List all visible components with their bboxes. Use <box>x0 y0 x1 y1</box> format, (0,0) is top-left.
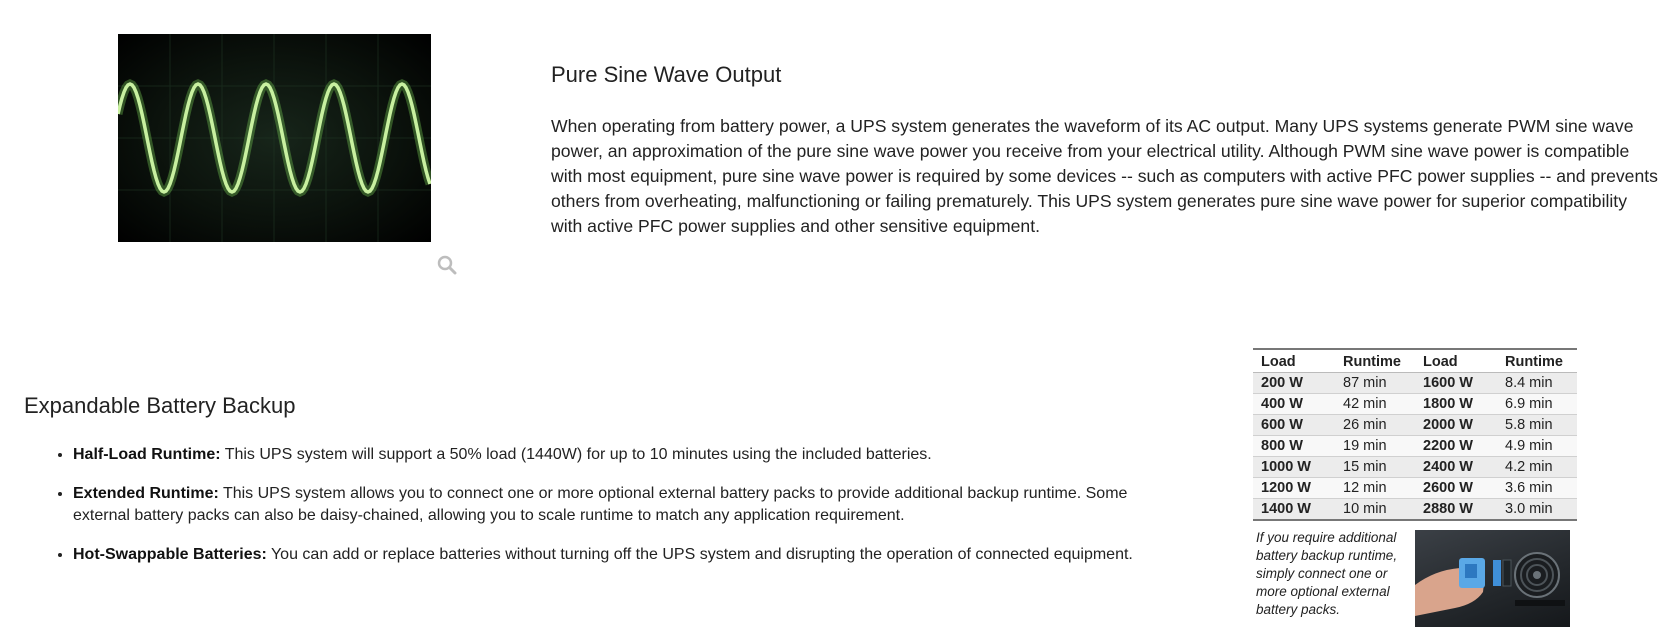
table-cell: 800 W <box>1253 436 1335 457</box>
list-item <box>73 444 1173 466</box>
table-cell: 1800 W <box>1415 394 1497 415</box>
feature-list <box>24 444 1173 583</box>
table-row <box>1253 394 1577 415</box>
table-row <box>1253 499 1577 521</box>
table-cell: 10 min <box>1335 499 1415 521</box>
table-cell: 1200 W <box>1253 478 1335 499</box>
table-row <box>1253 373 1577 394</box>
table-cell: 3.6 min <box>1497 478 1577 499</box>
table-cell: 5.8 min <box>1497 415 1577 436</box>
table-cell: 19 min <box>1335 436 1415 457</box>
table-cell: 1000 W <box>1253 457 1335 478</box>
table-cell: 42 min <box>1335 394 1415 415</box>
feature-text: You can add or replace batteries without turning off the UPS system and disrupting the operation of connected equipment. <box>266 546 1133 563</box>
table-cell: 87 min <box>1335 373 1415 394</box>
table-cell: 12 min <box>1335 478 1415 499</box>
battery-backup-heading: Expandable Battery Backup <box>24 393 296 418</box>
runtime-table <box>1253 348 1577 521</box>
magnifier-icon[interactable] <box>437 255 457 275</box>
table-cell: 8.4 min <box>1497 373 1577 394</box>
table-cell: 1600 W <box>1415 373 1497 394</box>
table-cell: 2600 W <box>1415 478 1497 499</box>
feature-label: Hot-Swappable Batteries: <box>73 546 267 563</box>
list-item <box>73 544 1173 566</box>
table-cell: 400 W <box>1253 394 1335 415</box>
sine-wave-image[interactable] <box>118 34 431 242</box>
table-row <box>1253 478 1577 499</box>
table-cell: 26 min <box>1335 415 1415 436</box>
table-row <box>1253 415 1577 436</box>
oscilloscope-sine-wave-icon <box>118 34 431 242</box>
column-header: Load <box>1415 349 1497 373</box>
feature-label: Half-Load Runtime: <box>73 446 221 463</box>
column-header: Runtime <box>1497 349 1577 373</box>
table-row <box>1253 436 1577 457</box>
table-cell: 3.0 min <box>1497 499 1577 521</box>
table-cell: 1400 W <box>1253 499 1335 521</box>
feature-text: This UPS system allows you to connect one or more optional external battery packs to provide additional backup runtime. Some external battery packs can also be daisy-chained, allowing you to scale runtime to match any application requirement. <box>73 485 1128 524</box>
table-cell: 2200 W <box>1415 436 1497 457</box>
table-row <box>1253 457 1577 478</box>
table-cell: 200 W <box>1253 373 1335 394</box>
table-cell: 2880 W <box>1415 499 1497 521</box>
table-cell: 15 min <box>1335 457 1415 478</box>
list-item <box>73 483 1173 527</box>
table-cell: 4.2 min <box>1497 457 1577 478</box>
feature-text: This UPS system will support a 50% load (1440W) for up to 10 minutes using the included batteries. <box>220 446 932 463</box>
column-header: Load <box>1253 349 1335 373</box>
table-header-row <box>1253 349 1577 373</box>
table-cell: 4.9 min <box>1497 436 1577 457</box>
external-battery-pack-photo <box>1415 530 1570 627</box>
sine-wave-description: When operating from battery power, a UPS system generates the waveform of its AC output. Many UPS systems generate PWM sine wave power, an approximation of the pure sine wave power you receive from your electrical utility. Although PWM sine wave power is compatible with most equipment, pure sine wave power is required by some devices -- such as computers with active PFC power supplies -- and prevents others from overheating, malfunctioning or failing prematurely. This UPS system generates pure sine wave power for superior compatibility with active PFC power supplies and other sensitive equipment. <box>551 116 1658 236</box>
table-cell: 2000 W <box>1415 415 1497 436</box>
column-header: Runtime <box>1335 349 1415 373</box>
sine-wave-heading: Pure Sine Wave Output <box>551 62 782 87</box>
external-battery-caption: If you require additional battery backup runtime, simply connect one or more optional external battery packs. <box>1256 530 1398 617</box>
feature-label: Extended Runtime: <box>73 485 219 502</box>
table-cell: 2400 W <box>1415 457 1497 478</box>
external-battery-pack-icon <box>1415 530 1570 627</box>
table-cell: 6.9 min <box>1497 394 1577 415</box>
table-cell: 600 W <box>1253 415 1335 436</box>
